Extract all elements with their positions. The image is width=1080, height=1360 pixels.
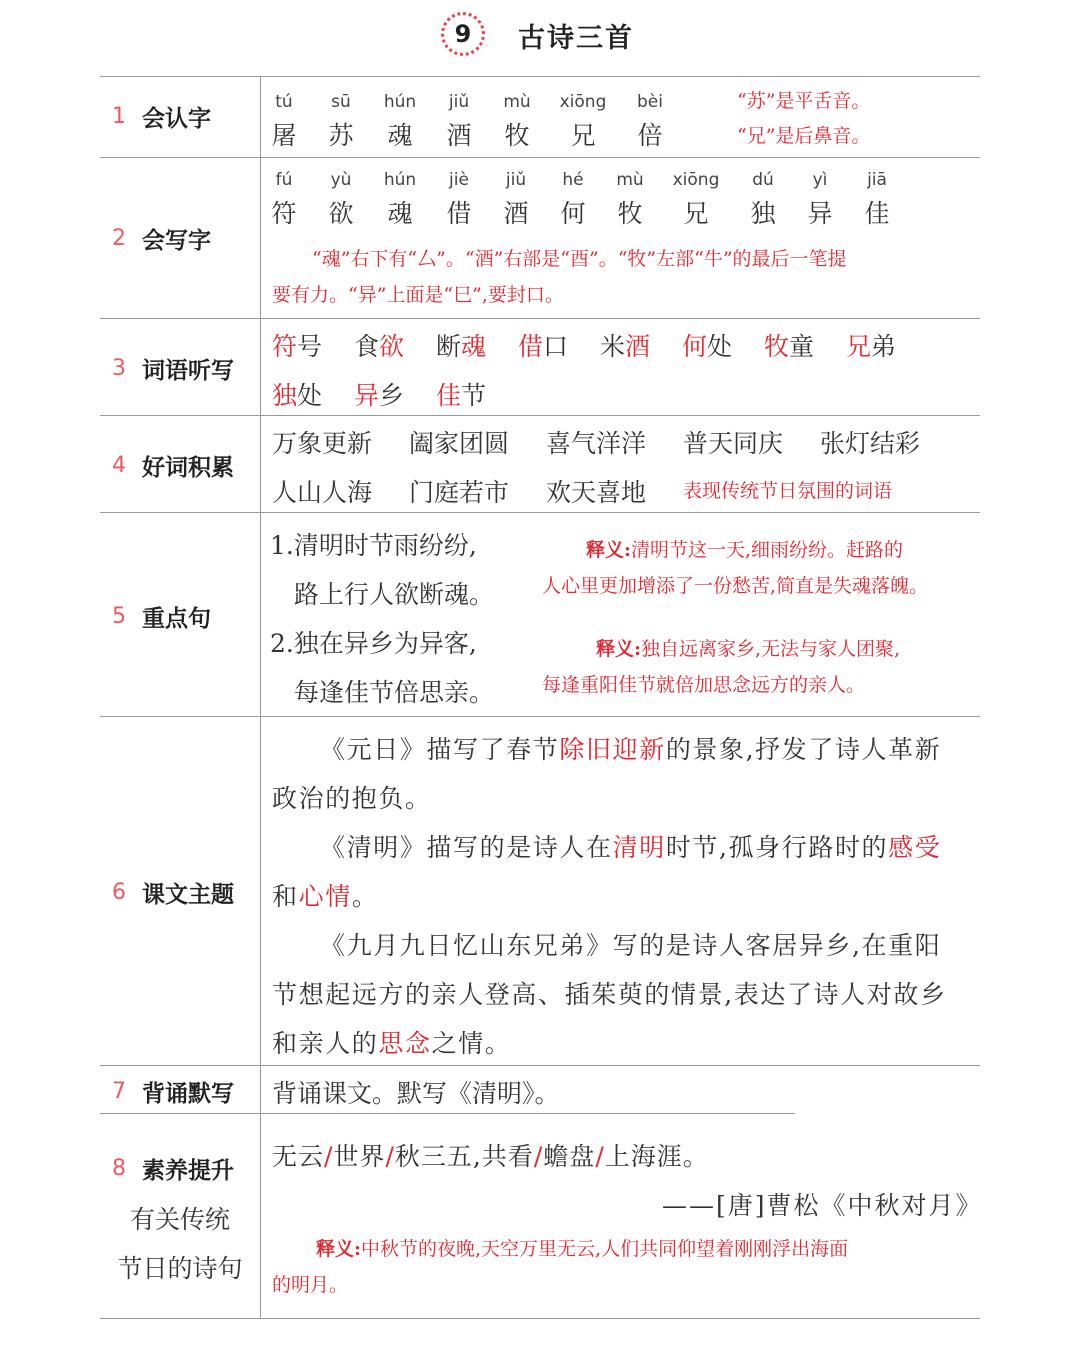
pinyin: hé bbox=[562, 170, 584, 190]
section-8-label: 8 素养提升 bbox=[112, 1156, 234, 1184]
theme-paragraph: 和亲人的思念之情。 bbox=[272, 1029, 512, 1058]
row-divider bbox=[100, 318, 980, 319]
vocab-word: 借口 bbox=[518, 332, 569, 361]
theme-paragraph: 节想起远方的亲人登高、插茱萸的情景,表达了诗人对故乡 bbox=[272, 980, 947, 1009]
poem-explanation: 的明月。 bbox=[272, 1274, 349, 1296]
pinyin: hún bbox=[383, 170, 417, 190]
pinyin: hún bbox=[383, 92, 417, 112]
row-divider bbox=[100, 716, 980, 717]
idiom: 万象更新 bbox=[272, 429, 373, 458]
row-divider bbox=[100, 157, 980, 158]
idiom: 张灯结彩 bbox=[820, 429, 921, 458]
character: 牧 bbox=[504, 121, 530, 150]
character: 独 bbox=[750, 199, 776, 228]
section-3-label: 3 词语听写 bbox=[112, 356, 234, 384]
pinyin: fú bbox=[275, 170, 293, 190]
character: 何 bbox=[560, 199, 586, 228]
character: 倍 bbox=[637, 121, 663, 150]
poem-segment: 世界 bbox=[333, 1142, 386, 1171]
sentence-explanation: 释义:独自远离家乡,无法与家人团聚, bbox=[596, 638, 901, 660]
character: 兄 bbox=[570, 121, 596, 150]
theme-paragraph: 政治的抱负。 bbox=[272, 784, 432, 813]
poem-segment: 无云 bbox=[272, 1142, 325, 1171]
character: 酒 bbox=[446, 121, 472, 150]
vocab-word: 何处 bbox=[682, 332, 733, 361]
sentence-explanation: 人心里更加增添了一份愁苦,简直是失魂落魄。 bbox=[542, 575, 929, 597]
table-border-bottom bbox=[100, 1318, 980, 1319]
section-2-note: “魂”右下有“厶”。“酒”右部是“酉”。“牧”左部“牛”的最后一笔提 bbox=[312, 248, 847, 270]
section-2-note: 要有力。“异”上面是“巳”,要封口。 bbox=[272, 284, 564, 306]
section-2-label: 2 会写字 bbox=[112, 226, 211, 254]
pinyin: tú bbox=[275, 92, 293, 112]
key-sentence: 1.清明时节雨纷纷, bbox=[270, 531, 477, 560]
pinyin: jiǔ bbox=[448, 92, 470, 112]
vocab-word: 牧童 bbox=[764, 332, 815, 361]
section-4-label: 4 好词积累 bbox=[112, 453, 234, 481]
pinyin: xiōng bbox=[672, 170, 720, 190]
poem-segment: 秋三五,共看 bbox=[394, 1142, 534, 1171]
poem-segment: 蟾盘 bbox=[543, 1142, 596, 1171]
section-1-note: “兄”是后鼻音。 bbox=[737, 125, 871, 147]
key-sentence: 每逢佳节倍思亲。 bbox=[294, 678, 495, 707]
sentence-explanation: 释义:清明节这一天,细雨纷纷。赶路的 bbox=[586, 539, 904, 561]
theme-paragraph: 《清明》描写的是诗人在清明时节,孤身行路时的感受 bbox=[320, 833, 942, 862]
section-7-label: 7 背诵默写 bbox=[112, 1079, 234, 1107]
idiom: 普天同庆 bbox=[683, 429, 784, 458]
lesson-title: 古诗三首 bbox=[518, 23, 634, 54]
vocab-word: 符号 bbox=[272, 332, 323, 361]
poem-segment: 上海涯。 bbox=[604, 1142, 709, 1171]
sentence-explanation: 每逢重阳佳节就倍加思念远方的亲人。 bbox=[542, 674, 866, 696]
idiom: 喜气洋洋 bbox=[546, 429, 647, 458]
section-8-subtitle: 节日的诗句 bbox=[117, 1254, 243, 1283]
idiom: 人山人海 bbox=[272, 478, 373, 507]
pinyin: jiǔ bbox=[505, 170, 527, 190]
section-8-subtitle: 有关传统 bbox=[129, 1205, 230, 1234]
pinyin: yù bbox=[330, 170, 352, 190]
theme-paragraph: 《元日》描写了春节除旧迎新的景象,抒发了诗人革新 bbox=[320, 735, 942, 764]
festival-poem-line bbox=[272, 1137, 709, 1173]
section-1-label: 1 会认字 bbox=[112, 104, 211, 132]
key-sentence: 2.独在异乡为异客, bbox=[270, 629, 477, 658]
pause-mark: / bbox=[533, 1142, 544, 1171]
pinyin: dú bbox=[752, 170, 774, 190]
idiom: 欢天喜地 bbox=[546, 478, 647, 507]
pinyin: xiōng bbox=[559, 92, 607, 112]
character: 欲 bbox=[328, 199, 354, 228]
pinyin: sū bbox=[331, 92, 351, 112]
column-divider bbox=[260, 76, 261, 1318]
character: 佳 bbox=[864, 199, 890, 228]
character: 魂 bbox=[387, 121, 413, 150]
character: 符 bbox=[271, 199, 297, 228]
vocab-word: 独处 bbox=[272, 381, 323, 410]
character: 借 bbox=[446, 199, 472, 228]
character: 魂 bbox=[387, 199, 413, 228]
character: 异 bbox=[807, 199, 833, 228]
vocab-word: 米酒 bbox=[600, 332, 651, 361]
vocab-word: 异乡 bbox=[354, 381, 405, 410]
idiom: 阖家团圆 bbox=[409, 429, 510, 458]
pinyin: jiā bbox=[867, 170, 887, 190]
section-6-label: 6 课文主题 bbox=[112, 880, 234, 908]
character: 屠 bbox=[271, 121, 297, 150]
pinyin: bèi bbox=[637, 92, 663, 112]
poem-source: ——[唐]曹松《中秋对月》 bbox=[662, 1191, 983, 1220]
section-1-note: “苏”是平舌音。 bbox=[737, 90, 871, 112]
row-divider bbox=[100, 512, 980, 513]
theme-paragraph: 《九月九日忆山东兄弟》写的是诗人客居异乡,在重阳 bbox=[320, 931, 942, 960]
vocab-word: 佳节 bbox=[436, 381, 487, 410]
row-divider bbox=[100, 1113, 795, 1114]
vocab-word: 兄弟 bbox=[846, 332, 897, 361]
character: 苏 bbox=[328, 121, 354, 150]
pause-mark: / bbox=[324, 1142, 334, 1171]
vocab-word: 断魂 bbox=[436, 332, 487, 361]
character: 酒 bbox=[503, 199, 529, 228]
section-5-label: 5 重点句 bbox=[112, 604, 211, 632]
row-divider bbox=[100, 1065, 980, 1066]
pinyin: mù bbox=[503, 92, 531, 112]
pause-mark: / bbox=[385, 1142, 395, 1171]
poem-explanation: 释义:中秋节的夜晚,天空万里无云,人们共同仰望着刚刚浮出海面 bbox=[316, 1238, 849, 1260]
lesson-header bbox=[0, 8, 1080, 58]
lesson-number-badge: 9 bbox=[441, 12, 485, 56]
vocab-word: 食欲 bbox=[354, 332, 405, 361]
key-sentence: 路上行人欲断魂。 bbox=[294, 580, 495, 609]
pinyin: yì bbox=[812, 170, 828, 190]
pinyin: jiè bbox=[449, 170, 469, 190]
recitation-task: 背诵课文。默写《清明》。 bbox=[272, 1079, 560, 1108]
row-divider bbox=[100, 415, 980, 416]
table-border-top bbox=[100, 76, 980, 77]
theme-paragraph: 和心情。 bbox=[272, 882, 379, 911]
pause-mark: / bbox=[595, 1142, 605, 1171]
pinyin: mù bbox=[616, 170, 644, 190]
section-4-note: 表现传统节日氛围的词语 bbox=[683, 480, 893, 502]
character: 牧 bbox=[617, 199, 643, 228]
idiom: 门庭若市 bbox=[409, 478, 510, 507]
character: 兄 bbox=[683, 199, 709, 228]
